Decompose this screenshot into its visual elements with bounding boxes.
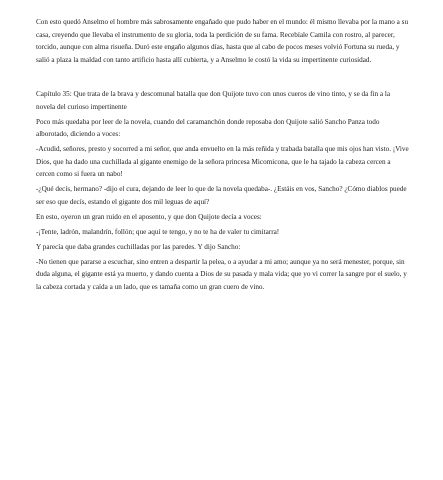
paragraph: -¿Qué decís, hermano? -dijo el cura, dejando de leer lo que de la novela quedaba-. ¿Estáis en vos, Sancho? ¿Cómo diablos puede ser eso que decís, estando el gigante dos mil leguas de aquí? (36, 185, 407, 206)
paragraph: -Acudid, señores, presto y socorred a mi señor, que anda envuelto en la más reñida y trabada batalla que mis ojos han visto. ¡Vive Dios, que ha dado una cuchillada al gigante enemigo de la señora princesa Micomicona, que le ha tajado la cabeza cercen a cercen como si fuera un nabo! (36, 145, 409, 178)
paragraph: En esto, oyeron un gran ruido en el aposento, y que don Quijote decía a voces: (36, 212, 262, 221)
paragraph: Y parecía que daba grandes cuchilladas por las paredes. Y dijo Sancho: (36, 242, 241, 251)
intro-paragraph: Con esto quedó Anselmo el hombre más sabrosamente engañado que pudo haber en el mundo: él mismo llevaba por la mano a su casa, creyendo que llevaba el instrumento de su gloria, toda la perdición de su fama. Recebíale Camila con rostro, al parecer, torcido, aunque con alma risueña. Duró este engaño algunos días, hasta que al cabo de pocos meses volvió Fortuna su rueda, y salió a plaza la maldad con tanto artificio hasta allí cubierta, y a Anselmo le costó la vida su impertinente curiosidad. (36, 18, 409, 64)
paragraph: -No tienen que pararse a escuchar, sino entren a despartir la pelea, o a ayudar a mi amo; aunque ya no será menester, porque, sin duda alguna, el gigante está ya muerto, y dando cuenta a Dios de su pasada y mala vida; que yo vi correr la sangre por el suelo, y la cabeza cortada y caída a un lado, que es tamaña como un gran cuero de vino. (36, 257, 407, 291)
chapter-heading: Capítulo 35: Que trata de la brava y descomunal batalla que don Quijote tuvo con unos cueros de vino tinto, y se da fin a la novela del curioso impertinente (36, 90, 391, 111)
paragraph: Poco más quedaba por leer de la novela, cuando del caramanchón donde reposaba don Quijote salió Sancho Panza todo alborotado, diciendo a voces: (36, 117, 380, 138)
paragraph: -¡Tente, ladrón, malandrín, follón; que aquí te tengo, y no te ha de valer tu cimitarra! (36, 227, 280, 236)
